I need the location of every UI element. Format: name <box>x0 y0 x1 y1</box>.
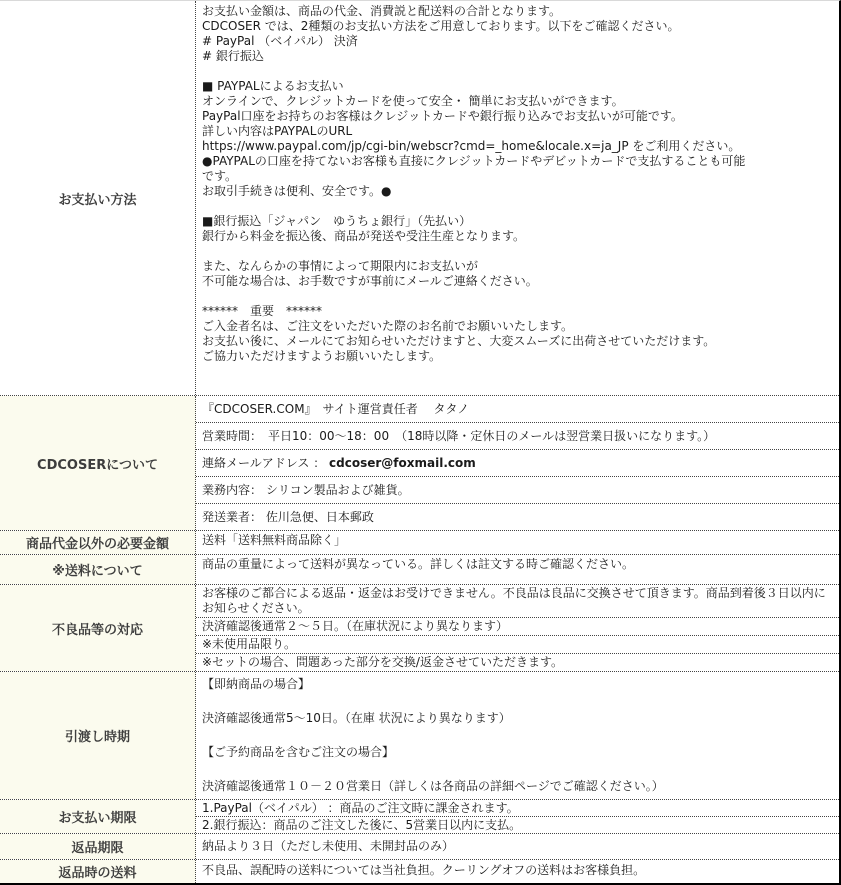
content-line: です。 <box>202 169 238 183</box>
section-content-payment-method <box>196 1 839 395</box>
content-subrow <box>196 585 839 617</box>
content-subrow <box>196 653 839 671</box>
content-line: ■銀行振込「ジャパン ゆうちょ銀行」（先払い） <box>202 214 472 228</box>
content-subrow <box>196 800 839 816</box>
content-subrow <box>196 816 839 833</box>
content-line: 納品より３日（ただし未使用、未開封品のみ） <box>202 839 455 853</box>
content-line: 1.PayPal（ベイパル） ：商品のご注文時に課金されます。 <box>202 801 519 815</box>
section-content-about-shipping <box>196 555 839 584</box>
section-content-payment-deadline <box>196 800 839 833</box>
section-header-return-deadline: 返品期限 <box>0 834 196 859</box>
section-content-defective-items <box>196 585 839 671</box>
contact-label: 連絡メールアドレス ： <box>202 456 330 470</box>
section-header-extra-fees: 商品代金以外の必要金額 <box>0 531 196 554</box>
content-line: 決済確認後通常２～５日。（在庫状況により異なります） <box>202 619 509 633</box>
content-line: # PayPal （ベイパル） 決済 <box>202 34 358 48</box>
content-subrow <box>196 531 839 550</box>
content-line: お取引手続きは便利、安全です。● <box>202 184 392 198</box>
section-content-delivery-time <box>196 672 839 799</box>
content-line <box>202 379 835 394</box>
content-line: 決済確認後通常１０－２０営業日（詳しくは各商品の詳細ページでご確認ください。） <box>202 779 664 793</box>
content-line: CDCOSER では、2種類のお支払い方法をご用意しております。以下をご確認ください。 <box>202 19 680 33</box>
content-subrow <box>196 834 839 859</box>
section-content-return-deadline <box>196 834 839 859</box>
content-line: ●PAYPALの口座を持てないお客様も直接にクレジットカードやデビットカードで支払することも可能 <box>202 154 746 168</box>
section-delivery-time <box>0 671 839 799</box>
content-line: お支払い後に、メールにてお知らせいただけますと、大変スムーズに出荷させていただけます。 <box>202 334 716 348</box>
content-subrow <box>196 672 839 799</box>
section-about-cdcoser <box>0 395 839 530</box>
section-header-about-shipping: ※送料について <box>0 555 196 584</box>
section-content-return-shipping <box>196 860 839 883</box>
content-subrow <box>196 860 839 881</box>
content-line: https://www.paypal.com/jp/cgi-bin/webscr?cmd=_home&locale.x=ja_JP をご利用ください。 <box>202 139 741 153</box>
content-line: 不可能な場合は、お手数ですが事前にメールご連絡ください。 <box>202 274 538 288</box>
section-header-payment-method: お支払い方法 <box>0 1 196 395</box>
content-line <box>202 199 835 214</box>
section-defective-items <box>0 584 839 671</box>
section-header-return-shipping: 返品時の送料 <box>0 860 196 883</box>
content-line: 【即納商品の場合】 <box>202 677 311 691</box>
content-line: 2.銀行振込：商品のご注文した後に、5営業日以内に支払。 <box>202 818 522 832</box>
content-subrow <box>196 422 839 449</box>
section-header-delivery-time: 引渡し時期 <box>0 672 196 799</box>
content-line <box>202 244 835 259</box>
content-line <box>202 727 835 744</box>
content-line: ※セットの場合、問題あった部分を交換/返金させていただきます。 <box>202 655 564 669</box>
content-line: 詳しい内容はPAYPALのURL <box>202 124 353 138</box>
content-line: # 銀行振込 <box>202 49 264 63</box>
content-subrow <box>196 503 839 530</box>
content-line <box>202 364 835 379</box>
section-payment-deadline <box>0 799 839 833</box>
content-line: 営業時間： 平日10：00～18：00 （18時以降・定休日のメールは翌営業日扱いになります。） <box>202 429 716 443</box>
content-line: PayPal口座をお持ちのお客様はクレジットカードや銀行振り込みでお支払いが可能です。 <box>202 109 683 123</box>
section-payment-method <box>0 1 839 395</box>
section-about-shipping <box>0 554 839 584</box>
content-subrow <box>196 1 839 395</box>
content-subrow <box>196 396 839 422</box>
content-line: 【ご予約商品を含むご注文の場合】 <box>202 745 395 759</box>
section-return-shipping <box>0 859 839 883</box>
section-return-deadline <box>0 833 839 859</box>
content-line: 銀行から料金を振込後、商品が発送や受注生産となります。 <box>202 229 526 243</box>
content-line: 『CDCOSER.COM』 サイト運営責任者 タタノ <box>202 402 470 416</box>
content-line <box>202 456 835 470</box>
content-line <box>202 289 835 304</box>
contact-email: cdcoser@foxmail.com <box>329 456 476 470</box>
content-line: オンラインで、クレジットカードを使って安全・ 簡単にお支払いができます。 <box>202 94 624 108</box>
content-line: 不良品、誤配時の送料については当社負担。クーリングオフの送料はお客様負担。 <box>202 863 646 877</box>
content-line <box>202 693 835 710</box>
content-subrow <box>196 635 839 653</box>
content-subrow <box>196 476 839 503</box>
content-line: ご協力いただけますようお願いいたします。 <box>202 349 442 363</box>
content-subrow <box>196 555 839 584</box>
content-subrow <box>196 617 839 635</box>
section-extra-fees <box>0 530 839 554</box>
section-header-defective-items: 不良品等の対応 <box>0 585 196 671</box>
content-line: 業務内容： シリコン製品および雑貨。 <box>202 483 410 497</box>
content-line: ■ PAYPALによるお支払い <box>202 79 344 93</box>
section-content-extra-fees <box>196 531 839 554</box>
content-line <box>202 761 835 778</box>
content-line: お客様のご都合による返品・返金はお受けできません。不良品は良品に交換させて頂きます。商品到着後３日以内にお知らせください。 <box>202 586 826 615</box>
section-header-payment-deadline: お支払い期限 <box>0 800 196 833</box>
content-line: ****** 重要 ****** <box>202 304 323 318</box>
content-line: 決済確認後通常5～10日。（在庫 状況により異なります） <box>202 711 511 725</box>
section-content-about-cdcoser <box>196 396 839 530</box>
section-header-about-cdcoser: CDCOSERについて <box>0 396 196 530</box>
content-line: お支払い金額は、商品の代金、消費説と配送料の合計となります。 <box>202 4 562 18</box>
content-line: 発送業者： 佐川急便、日本郵政 <box>202 510 374 524</box>
content-line: ※未使用品限り。 <box>202 637 297 651</box>
content-line <box>202 64 835 79</box>
content-subrow <box>196 449 839 476</box>
content-line: 送料「送料無料商品除く」 <box>202 533 347 547</box>
content-line: ご入金者名は、ご注文をいただいた際のお名前でお願いいたします。 <box>202 319 574 333</box>
content-line: 商品の重量によって送料が異なっている。詳しくは註文する時ご確認ください。 <box>202 557 635 571</box>
content-line: また、なんらかの事情によって期限内にお支払いが <box>202 259 479 273</box>
